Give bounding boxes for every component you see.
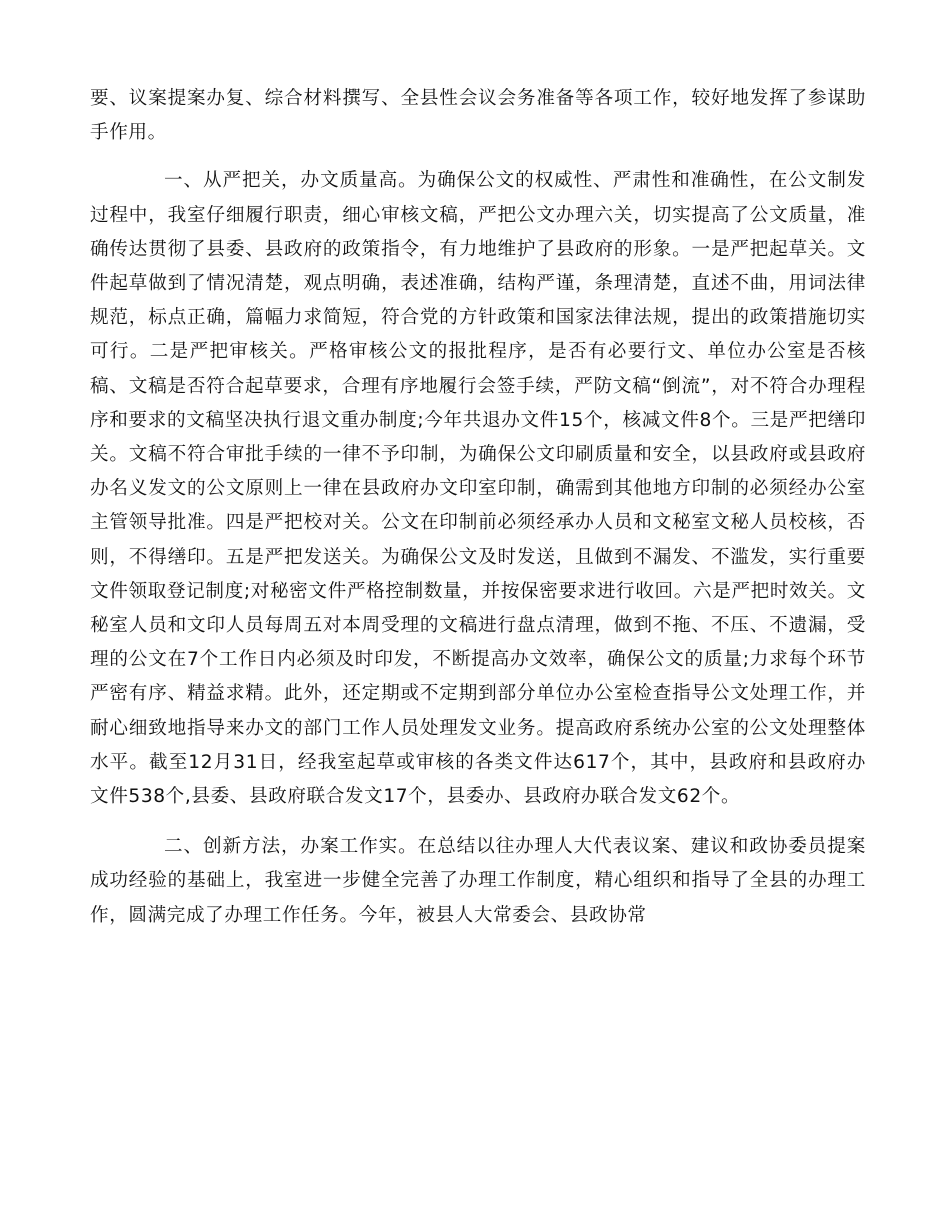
paragraph-continuation: 要、议案提案办复、综合材料撰写、全县性会议会务准备等各项工作，较好地发挥了参谋助手作用。 <box>90 88 866 144</box>
paragraph-section-one: 一、从严把关，办文质量高。为确保公文的权威性、严肃性和准确性，在公文制发过程中，我室仔细履行职责，细心审核文稿，严把公文办理六关，切实提高了公文质量，准确传达贯彻了县委、县政府的政策指令，有力地维护了县政府的形象。一是严把起草关。文件起草做到了情况清楚，观点明确，表述准确，结构严谨，条理清楚，直述不曲，用词法律规范，标点正确，篇幅力求简短，符合党的方针政策和国家法律法规，提出的政策措施切实可行。二是严把审核关。严格审核公文的报批程序，是否有必要行文、单位办公室是否核稿、文稿是否符合起草要求，合理有序地履行会签手续，严防文稿“倒流”，对不符合办理程序和要求的文稿坚决执行退文重办制度;今年共退办文件15个，核减文件8个。三是严把缮印关。文稿不符合审批手续的一律不予印制，为确保公文印刷质量和安全，以县政府或县政府办名义发文的公文原则上一律在县政府办文印室印制，确需到其他地方印制的必须经办公室主管领导批准。四是严把校对关。公文在印制前必须经承办人员和文秘室文秘人员校核，否则，不得缮印。五是严把发送关。为确保公文及时发送，且做到不漏发、不滥发，实行重要文件领取登记制度;对秘密文件严格控制数量，并按保密要求进行收回。六是严把时效关。文秘室人员和文印人员每周五对本周受理的文稿进行盘点清理，做到不拖、不压、不遗漏，受理的公文在7个工作日内必须及时印发，不断提高办文效率，确保公文的质量;力求每个环节严密有序、精益求精。此外，还定期或不定期到部分单位办公室检查指导公文处理工作，并耐心细致地指导来办文的部门工作人员处理发文业务。提高政府系统办公室的公文处理整体水平。截至12月31日，经我室起草或审核的各类文件达617个，其中，县政府和县政府办文件538个,县委、县政府联合发文17个，县委办、县政府办联合发文62个。 <box>90 170 866 808</box>
paragraph-section-two: 二、创新方法，办案工作实。在总结以往办理人大代表议案、建议和政协委员提案成功经验的基础上，我室进一步健全完善了办理工作制度，精心组织和指导了全县的办理工作，圆满完成了办理工作任务。今年，被县人大常委会、县政协常 <box>90 836 866 926</box>
document-page <box>90 82 866 933</box>
